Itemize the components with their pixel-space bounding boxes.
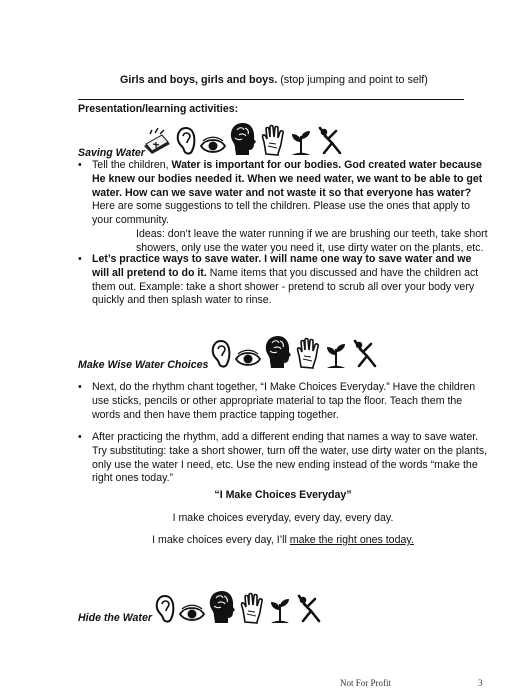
song-title: “I Make Choices Everyday”	[214, 489, 352, 501]
eye-icon	[235, 349, 261, 369]
hand-icon	[239, 592, 265, 624]
song-line-2-underlined: make the right ones today.	[289, 534, 414, 546]
plant-icon	[324, 341, 348, 369]
header-plain: (stop jumping and point to self)	[277, 74, 428, 86]
bullet-text: Here are some suggestions to tell the children. Please use the ones that apply to your community.	[92, 200, 471, 227]
bullet-bold-text: Water is important for our bodies. God created water because He knew our bodies needed it. When we need water, we want to be able to get water. How can we save water and not waste it so that everyone has water?	[92, 159, 483, 199]
bullet-text: After practicing the rhythm, add a different ending that names a way to save water. Try substituting: take a short shower, turn off the water, use dirty water on the plants, only use the water I need, etc. Use the new ending instead of the words “make the right ones today.”	[92, 431, 488, 485]
bullet-dot: •	[78, 431, 82, 443]
wise-choices-bullet-2	[78, 431, 488, 486]
hand-icon	[295, 337, 321, 369]
bullet-dot: •	[78, 253, 82, 265]
bullet-text: Name items that you discussed and have the children act them out. Example: take a short shower - pretend to scrub all over your body very quickly and then splash water to rinse.	[92, 266, 479, 307]
footer-text: Not For Profit	[340, 678, 392, 688]
head-icon	[264, 335, 292, 369]
stretching-person-icon	[351, 339, 379, 369]
bullet-text: Tell the children,	[92, 159, 172, 171]
wise-choices-icons	[210, 335, 379, 369]
hand-icon	[260, 124, 286, 156]
page-number: 3	[478, 678, 483, 688]
plant-icon	[289, 128, 313, 156]
head-icon	[229, 122, 257, 156]
ideas-text: Ideas: don’t leave the water running if we are brushing our teeth, take short showers, only use the water you need it, use dirty water on the plants, etc.	[136, 227, 488, 254]
bullet-dot: •	[78, 381, 82, 393]
section-title: Presentation/learning activities:	[78, 103, 239, 115]
hide-water-heading: Hide the Water	[78, 612, 152, 624]
bullet-text: Next, do the rhythm chant together, “I Make Choices Everyday.” Have the children use sticks, pencils or other appropriate material to tap the floor. Teach them the words and then have them practice tapping together.	[92, 381, 476, 421]
bullet-dot: •	[78, 159, 82, 171]
saving-water-icons	[142, 122, 344, 156]
ear-icon	[210, 339, 232, 369]
stretching-person-icon	[295, 594, 323, 624]
stretching-person-icon	[316, 126, 344, 156]
header-bold: Girls and boys, girls and boys.	[120, 74, 278, 86]
eye-icon	[179, 604, 205, 624]
wise-choices-heading: Make Wise Water Choices	[78, 359, 209, 371]
header-rule	[78, 99, 464, 100]
saving-water-bullet-2	[78, 253, 488, 308]
song-line-2-text: I make choices every day, I’ll	[152, 534, 290, 546]
bullet-bold-text: Let’s practice ways to save water. I will name one way to save water and we will all pretend to do it.	[92, 253, 472, 279]
hide-water-icons	[154, 590, 323, 624]
song-line-1: I make choices everyday, every day, every day.	[172, 512, 394, 524]
saving-water-bullet-1	[78, 159, 488, 255]
wise-choices-bullet-1	[78, 381, 488, 422]
header-line	[120, 73, 480, 87]
bible-icon	[142, 124, 172, 156]
ear-icon	[175, 126, 197, 156]
song-line-2	[78, 534, 488, 548]
saving-water-heading: Saving Water	[78, 147, 145, 159]
head-icon	[208, 590, 236, 624]
plant-icon	[268, 596, 292, 624]
eye-icon	[200, 136, 226, 156]
ear-icon	[154, 594, 176, 624]
